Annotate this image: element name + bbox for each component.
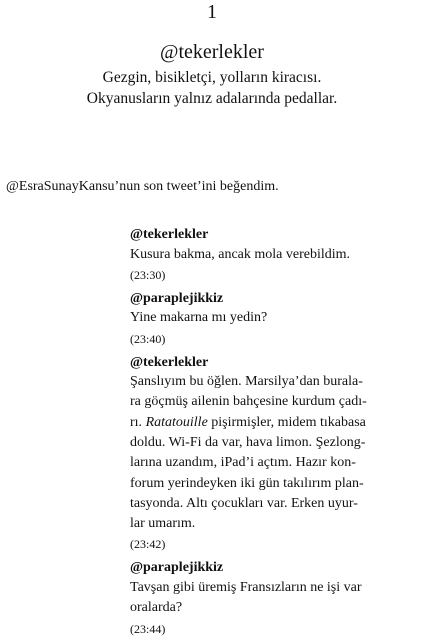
message-text-line: tasyonda. Altı çocukları var. Erken uyur- [130, 495, 358, 511]
message-text-line: larına uzandım, iPad’i açtım. Hazır kon- [130, 455, 356, 471]
message-text-fragment: pişirmişler, midem tıkabasa [211, 414, 366, 430]
message-text-fragment: rı. [130, 414, 143, 430]
message-3 [130, 353, 418, 556]
like-notification: @EsraSunayKansu’nun son tweet’ini beğendim. [6, 179, 279, 194]
italic-dish-name: Ratatouille [145, 414, 208, 430]
message-text-line: Tavşan gibi üremiş Fransızların ne işi var [130, 579, 362, 595]
message-text-line: Kusura bakma, ancak mola verebildim. [130, 246, 351, 262]
message-sender: @paraplejikkiz [130, 560, 224, 576]
message-text-line: Yine makarna mı yedin? [130, 310, 268, 326]
message-time: (23:30) [130, 267, 166, 282]
message-time: (23:44) [130, 621, 166, 636]
message-sender: @paraplejikkiz [130, 290, 224, 306]
message-text-line: ra göçmüş ailenin bahçesine kurdum çadı- [130, 394, 367, 410]
message-sender: @tekerlekler [130, 227, 209, 242]
message-sender: @tekerlekler [130, 354, 209, 370]
page-number: 1 [207, 1, 217, 23]
message-text-line: doldu. Wi-Fi da var, hava limon. Şezlong- [130, 434, 366, 450]
message-4 [130, 558, 418, 639]
message-text-line: oralarda? [130, 600, 183, 616]
profile-handle: @tekerlekler [160, 41, 264, 63]
profile-header [0, 40, 424, 109]
message-text-line: lar umarım. [130, 516, 196, 532]
message-text-line-with-italic [130, 413, 418, 433]
message-2 [130, 289, 418, 350]
message-time: (23:40) [130, 331, 166, 346]
message-text-line: forum yerindeyken iki gün takılırım plan- [130, 475, 364, 491]
profile-bio-line-1: Gezgin, bisikletçi, yolların kiracısı. [102, 69, 322, 86]
message-text-line: Şanslıyım bu öğlen. Marsilya’dan burala- [130, 374, 363, 390]
message-time: (23:42) [130, 537, 166, 552]
conversation [130, 225, 418, 643]
profile-bio-line-2: Okyanusların yalnız adalarında pedallar. [86, 90, 338, 107]
message-1 [130, 225, 418, 286]
